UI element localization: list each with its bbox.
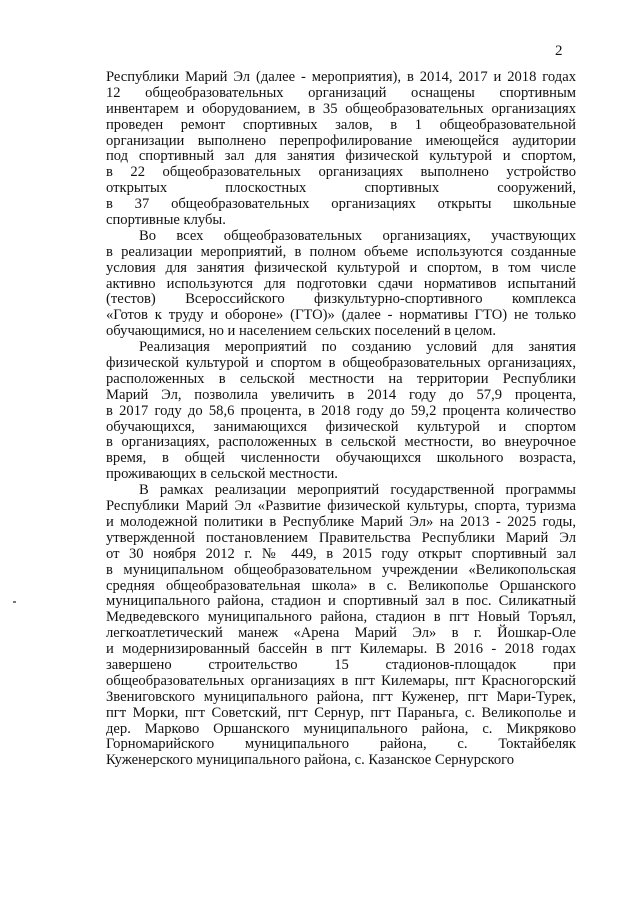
text-line: расположенных в сельской местности на территории Республики <box>106 370 576 387</box>
text-line: Республики Марий Эл (далее - мероприятия), в 2014, 2017 и 2018 годах <box>106 69 576 85</box>
text-line: завершено строительство 15 стадионов-площадок при <box>106 656 576 673</box>
text-line: Реализация мероприятий по созданию условий для занятия <box>139 339 576 356</box>
paragraph <box>106 70 576 229</box>
paragraph <box>106 483 576 769</box>
text-line: в организациях, расположенных в сельской местности, во внеурочное <box>106 434 576 451</box>
text-line: легкоатлетический манеж «Арена Марий Эл» в г. Йошкар-Оле <box>106 625 576 642</box>
paragraph <box>106 229 576 340</box>
text-line: организации выполнено перепрофилирование имеющейся аудитории <box>106 132 576 149</box>
text-line: (тестов) Всероссийского физкультурно-спортивного комплекса <box>106 291 576 308</box>
text-line: от 30 ноября 2012 г. № 449, в 2015 году открыт спортивный зал <box>106 545 576 562</box>
paragraph <box>106 340 576 483</box>
text-line: время, в общей численности обучающихся школьного возраста, <box>106 450 576 467</box>
text-line: и молодежной политики в Республике Марий Эл» на 2013 - 2025 годы, <box>106 513 576 530</box>
text-line: в 22 общеобразовательных организациях выполнено устройство <box>106 164 576 181</box>
text-line: Звениговского муниципального района, пгт Куженер, пгт Мари-Турек, <box>106 688 576 705</box>
text-line: утвержденной постановлением Правительства Республики Марий Эл <box>106 529 576 546</box>
text-line: в 37 общеобразовательных организациях открыты школьные <box>106 196 576 213</box>
text-line: В рамках реализации мероприятий государственной программы <box>139 482 576 499</box>
text-line: 12 общеобразовательных организаций оснащены спортивным <box>106 84 576 101</box>
text-line: открытых плоскостных спортивных сооружений, <box>106 180 576 197</box>
text-line: Медведевского муниципального района, стадион в пгт Новый Торъял, <box>106 609 576 626</box>
text-line: обучающихся, занимающихся физической культурой и спортом <box>106 418 576 435</box>
text-line: Республики Марий Эл «Развитие физической культуры, спорта, туризма <box>106 498 576 515</box>
text-line: общеобразовательных организациях в пгт Килемары, пгт Красногорский <box>106 672 576 689</box>
text-line: Марий Эл, позволила увеличить в 2014 году до 57,9 процента, <box>106 386 576 403</box>
text-line: условия для занятия физической культурой и спортом, в том числе <box>106 259 576 276</box>
text-line: в 2017 году до 58,6 процента, в 2018 году до 59,2 процента количество <box>106 402 576 419</box>
text-line: Во всех общеобразовательных организациях, участвующих <box>139 227 576 244</box>
text-line: обучающимися, но и населением сельских поселений в целом. <box>106 323 496 340</box>
text-line: Горномарийского муниципального района, с. Токтайбеляк <box>106 736 576 753</box>
text-line: в муниципальном общеобразовательном учреждении «Великопольская <box>106 561 576 578</box>
text-line: «Готов к труду и обороне» (ГТО)» (далее - нормативы ГТО) не только <box>106 307 576 324</box>
text-line: пгт Морки, пгт Советский, пгт Сернур, пгт Параньга, с. Великополье и <box>106 704 576 721</box>
text-line: и модернизированный бассейн в пгт Килемары. В 2016 - 2018 годах <box>106 641 576 658</box>
text-line: инвентарем и оборудованием, в 35 общеобразовательных организациях <box>106 100 576 117</box>
scan-artifact-mark <box>13 601 16 603</box>
document-body <box>106 70 576 769</box>
text-line: средняя общеобразовательная школа» в с. Великополье Оршанского <box>106 577 576 594</box>
text-line: активно используются для подготовки сдачи нормативов испытаний <box>106 275 576 292</box>
text-line: проведен ремонт спортивных залов, в 1 общеобразовательной <box>106 116 576 133</box>
text-line: дер. Марково Оршанского муниципального района, с. Микряково <box>106 720 576 737</box>
text-line: проживающих в сельской местности. <box>106 466 338 483</box>
page-number: 2 <box>555 43 563 59</box>
text-line: муниципального района, стадион и спортивный зал в пос. Силикатный <box>106 593 576 610</box>
text-line: спортивные клубы. <box>106 212 226 229</box>
text-line: под спортивный зал для занятия физической культурой и спортом, <box>106 148 576 165</box>
text-line: Куженерского муниципального района, с. Казанское Сернурского <box>106 752 515 769</box>
text-line: физической культурой и спортом в общеобразовательных организациях, <box>106 355 576 372</box>
text-line: в реализации мероприятий, в полном объеме используются созданные <box>106 243 576 260</box>
